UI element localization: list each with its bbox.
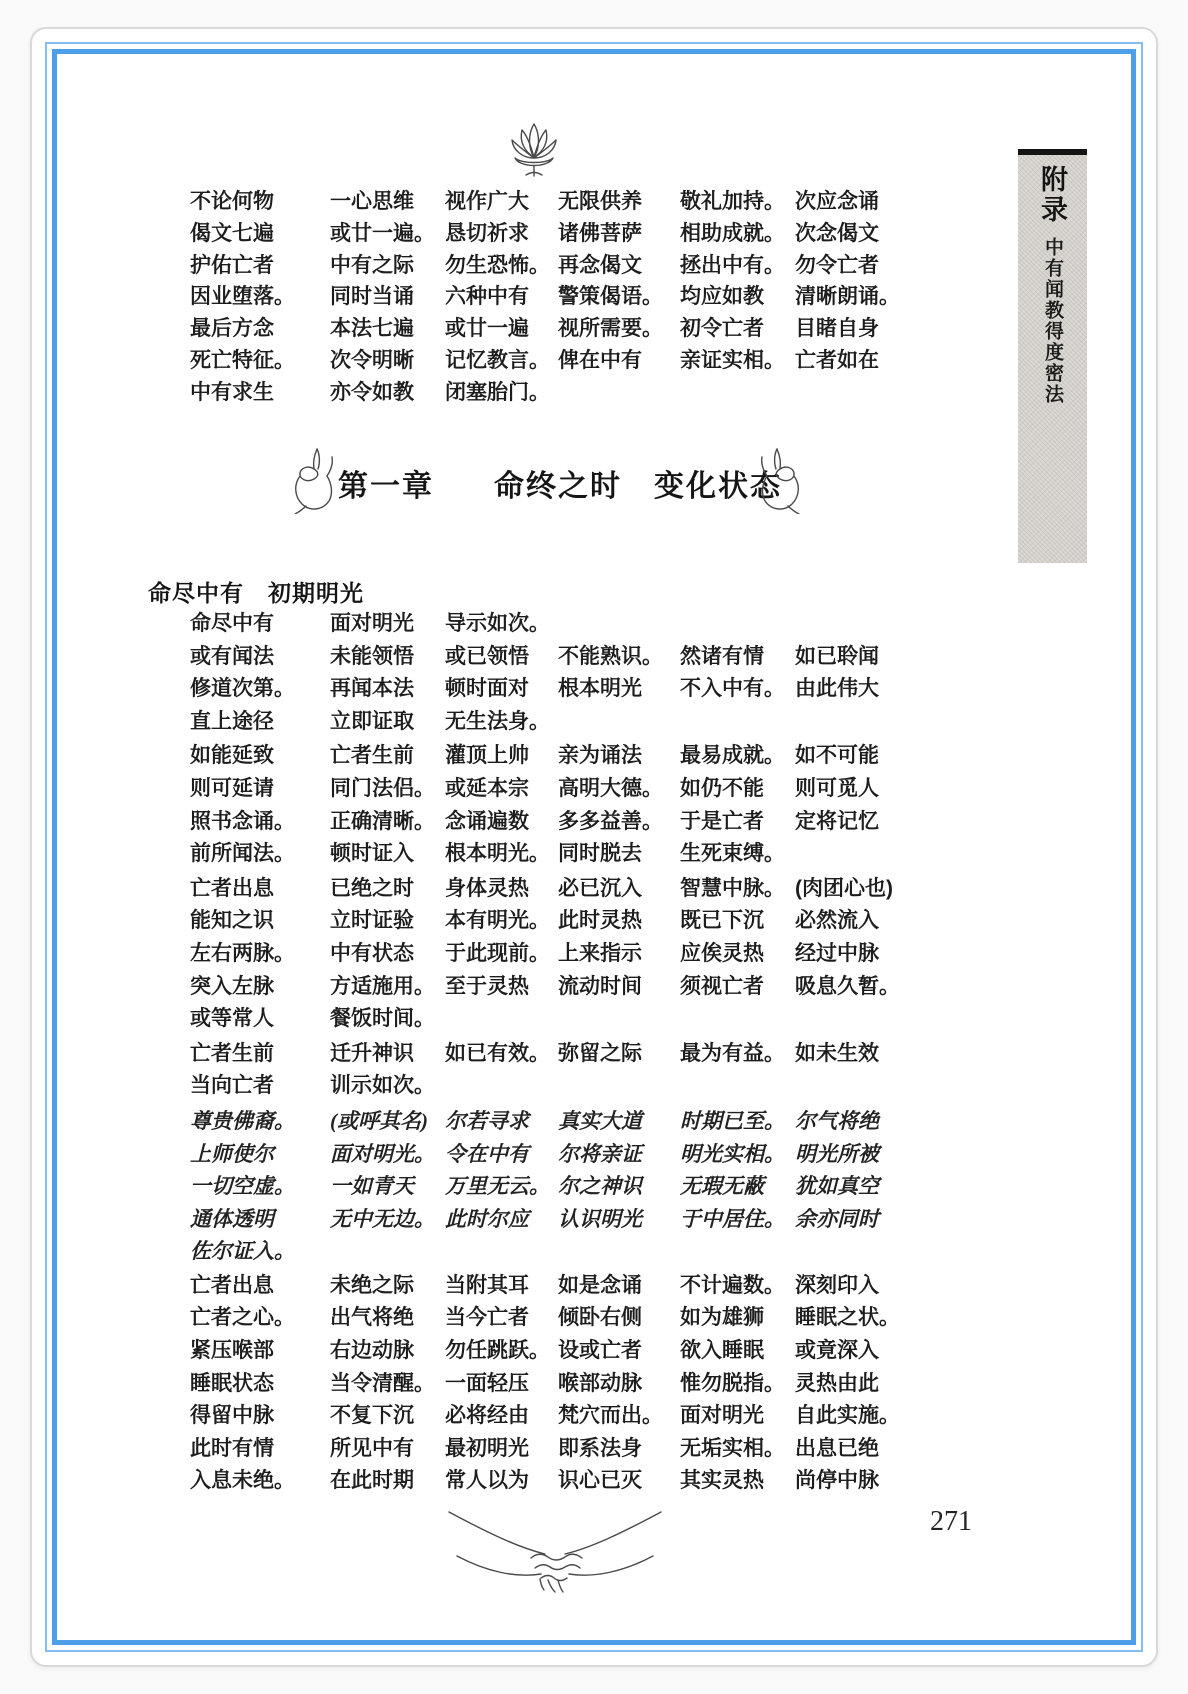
- verse-cell: 根本明光。: [445, 842, 550, 866]
- verse-row: [190, 740, 960, 773]
- verse-cell: 灌顶上帅: [445, 744, 529, 768]
- verse-cell: 中有之际: [330, 253, 414, 277]
- verse-cell: 紧压喉部: [190, 1339, 274, 1363]
- verse-cell: 流动时间: [558, 974, 642, 998]
- verse-cell: 弥留之际: [558, 1041, 642, 1065]
- verse-row: [190, 1003, 960, 1036]
- verse-row: [190, 1400, 960, 1433]
- verse-cell: 佐尔证入。: [190, 1239, 295, 1264]
- verse-cell: 不入中有。: [680, 677, 785, 701]
- verse-cell: 万里无云。: [445, 1174, 550, 1199]
- lotus-ornament-icon: [502, 118, 566, 184]
- sidebar-tab: [1018, 149, 1087, 563]
- verse-cell: 修道次第。: [190, 677, 295, 701]
- verse-cell: 一心思维: [330, 190, 414, 213]
- verse-group: [190, 873, 960, 1036]
- verse-row: [190, 971, 960, 1004]
- verse-cell: 未绝之际: [330, 1273, 414, 1297]
- verse-cell: 左右两脉。: [190, 941, 295, 965]
- verse-row: [190, 1270, 960, 1303]
- verse-cell: 必将经由: [445, 1404, 529, 1428]
- verse-cell: 出息已绝: [795, 1436, 879, 1460]
- verse-row: [190, 1070, 960, 1103]
- verse-cell: 突入左脉: [190, 974, 274, 998]
- verse-cell: 闭塞胎门。: [445, 380, 550, 404]
- verse-cell: 既已下沉: [680, 909, 764, 933]
- verse-cell: 定将记忆: [795, 809, 879, 833]
- verse-row: [190, 218, 960, 250]
- verse-cell: 上来指示: [558, 941, 642, 965]
- verse-cell: 亲证实相。: [680, 348, 785, 372]
- verse-cell: 再闻本法: [330, 677, 414, 701]
- verse-cell: 出气将绝: [330, 1306, 414, 1330]
- verse-cell: 身体灵热: [445, 876, 529, 900]
- verse-cell: 次念偈文: [795, 221, 879, 245]
- verse-cell: 亲为诵法: [558, 744, 642, 768]
- verse-cell: 六种中有: [445, 285, 529, 309]
- chapter-title: 命终之时 变化状态: [494, 470, 782, 503]
- verse-cell: 俾在中有: [558, 348, 642, 372]
- verse-cell: 方适施用。: [330, 974, 435, 998]
- verse-cell: 本有明光。: [445, 909, 550, 933]
- verse-cell: 或有闻法: [190, 644, 274, 668]
- verse-cell: 令在中有: [445, 1141, 529, 1166]
- verse-cell: 亡者生前: [190, 1041, 274, 1065]
- verse-cell: 护佑亡者: [190, 253, 274, 277]
- verse-group: [190, 740, 960, 870]
- verse-cell: 上师使尔: [190, 1141, 274, 1166]
- verse-cell: 此时尔应: [445, 1206, 529, 1231]
- verse-cell: 中有求生: [190, 380, 274, 404]
- verse-cell: 得留中脉: [190, 1404, 274, 1428]
- verse-cell: 均应如教: [680, 285, 764, 309]
- verse-cell: 迁升神识: [330, 1041, 414, 1065]
- verse-cell: 如为雄狮: [680, 1306, 764, 1330]
- verse-cell: 深刻印入: [795, 1273, 879, 1297]
- verse-cell: 拯出中有。: [680, 253, 785, 277]
- mudra-hand-right-icon: [752, 446, 808, 514]
- verse-cell: 智慧中脉。: [680, 876, 785, 900]
- verse-cell: 训示如次。: [330, 1074, 435, 1098]
- verse-cell: 面对明光: [330, 612, 414, 635]
- verse-row: [190, 1105, 960, 1138]
- verse-cell: 尔之神识: [558, 1174, 642, 1199]
- verse-row: [190, 773, 960, 806]
- verse-cell: 勿任跳跃。: [445, 1339, 550, 1363]
- verse-row: [190, 641, 960, 674]
- verse-cell: 当附其耳: [445, 1273, 529, 1297]
- verse-cell: 梵穴而出。: [558, 1404, 663, 1428]
- verse-row: [190, 1433, 960, 1466]
- verse-cell: 多多益善。: [558, 809, 663, 833]
- verse-cell: 警策偈语。: [558, 285, 663, 309]
- verse-cell: 如能延致: [190, 744, 274, 768]
- verse-cell: 如已有效。: [445, 1041, 550, 1065]
- verse-cell: 识心已灭: [558, 1469, 642, 1493]
- verse-group: [190, 1270, 960, 1498]
- verse-cell: 吸息久暂。: [795, 974, 900, 998]
- verse-cell: 尚停中脉: [795, 1469, 879, 1493]
- verse-cell: 无瑕无蔽: [680, 1174, 764, 1199]
- verse-cell: 念诵遍数: [445, 809, 529, 833]
- verse-cell: 前所闻法。: [190, 842, 295, 866]
- verse-cell: 记忆教言。: [445, 348, 550, 372]
- verse-cell: 无限供养: [558, 190, 642, 213]
- verse-cell: 当令清醒。: [330, 1371, 435, 1395]
- verse-cell: 照书念诵。: [190, 809, 295, 833]
- verse-cell: 须视亡者: [680, 974, 764, 998]
- verse-cell: 不计遍数。: [680, 1273, 785, 1297]
- verse-cell: 必已沉入: [558, 876, 642, 900]
- verse-cell: 则可延请: [190, 776, 274, 800]
- verse-cell: 因业堕落。: [190, 285, 295, 309]
- verse-cell: 常人以为: [445, 1469, 529, 1493]
- verse-row: [190, 1368, 960, 1401]
- verse-row: [190, 1138, 960, 1171]
- verse-cell: 未能领悟: [330, 644, 414, 668]
- verse-row: [190, 905, 960, 938]
- verse-cell: 次应念诵: [795, 190, 879, 213]
- verse-cell: 诸佛菩萨: [558, 221, 642, 245]
- verse-cell: 次令明晰: [330, 348, 414, 372]
- verse-row: [190, 673, 960, 706]
- verse-cell: 睡眠之状。: [795, 1306, 900, 1330]
- verse-cell: 最初明光: [445, 1436, 529, 1460]
- verse-cell: 同时当诵: [330, 285, 414, 309]
- verse-row: [190, 313, 960, 345]
- verse-cell: 则可觅人: [795, 776, 879, 800]
- verse-row: [190, 806, 960, 839]
- verse-cell: 经过中脉: [795, 941, 879, 965]
- verse-cell: 视作广大: [445, 190, 529, 213]
- verse-cell: 睡眠状态: [190, 1371, 274, 1395]
- verse-cell: 或等常人: [190, 1007, 274, 1031]
- verse-cell: 喉部动脉: [558, 1371, 642, 1395]
- verse-cell: 目睹自身: [795, 317, 879, 341]
- verse-cell: 亡者如在: [795, 348, 879, 372]
- verse-row: [190, 1170, 960, 1203]
- top-verse-block: [190, 186, 960, 409]
- verse-cell: 不能熟识。: [558, 644, 663, 668]
- verse-group: [190, 1038, 960, 1103]
- verse-cell: 或已领悟: [445, 644, 529, 668]
- verse-cell: 如是念诵: [558, 1273, 642, 1297]
- verse-row: [190, 377, 960, 409]
- sidebar-inner: [1018, 155, 1087, 563]
- verse-cell: 正确清晰。: [330, 809, 435, 833]
- body-verse-block: [190, 608, 960, 1500]
- verse-cell: 或竟深入: [795, 1339, 879, 1363]
- verse-row: [190, 938, 960, 971]
- verse-cell: 亡者出息: [190, 1273, 274, 1297]
- verse-cell: 尔若寻求: [445, 1108, 529, 1133]
- verse-cell: 当今亡者: [445, 1306, 529, 1330]
- verse-cell: 已绝之时: [330, 876, 414, 900]
- verse-cell: 通体透明: [190, 1206, 274, 1231]
- verse-cell: 立时证验: [330, 909, 414, 933]
- verse-cell: 一切空虚。: [190, 1174, 295, 1199]
- verse-cell: 一如青天: [330, 1174, 414, 1199]
- verse-cell: 恳切祈求: [445, 221, 529, 245]
- verse-cell: 立即证取: [330, 709, 414, 733]
- verse-cell: 根本明光: [558, 677, 642, 701]
- mudra-hand-left-icon: [286, 446, 342, 514]
- verse-cell: 顿时证入: [330, 842, 414, 866]
- verse-cell: 最易成就。: [680, 744, 785, 768]
- verse-cell: 由此伟大: [795, 677, 879, 701]
- verse-row: [190, 1335, 960, 1368]
- verse-cell: 于中居住。: [680, 1206, 785, 1231]
- verse-cell: 应俟灵热: [680, 941, 764, 965]
- verse-cell: 本法七遍: [330, 317, 414, 341]
- verse-cell: 能知之识: [190, 909, 274, 933]
- verse-cell: 勿令亡者: [795, 253, 879, 277]
- verse-cell: 高明大德。: [558, 776, 663, 800]
- verse-cell: 导示如次。: [445, 612, 550, 635]
- verse-cell: 亦令如教: [330, 380, 414, 404]
- verse-cell: 再念偈文: [558, 253, 642, 277]
- verse-group: [190, 608, 960, 738]
- verse-cell: 于是亡者: [680, 809, 764, 833]
- verse-cell: 最后方念: [190, 317, 274, 341]
- verse-cell: 如已聆闻: [795, 644, 879, 668]
- verse-cell: 餐饭时间。: [330, 1007, 435, 1031]
- verse-cell: 入息未绝。: [190, 1469, 295, 1493]
- verse-cell: 无生法身。: [445, 709, 550, 733]
- page-number: 271: [930, 1506, 972, 1537]
- verse-cell: 如未生效: [795, 1041, 879, 1065]
- verse-cell: 亡者生前: [330, 744, 414, 768]
- verse-cell: 如不可能: [795, 744, 879, 768]
- verse-row: [190, 345, 960, 377]
- verse-cell: 生死束缚。: [680, 842, 785, 866]
- verse-cell: 面对明光。: [330, 1141, 435, 1166]
- verse-cell: 勿生恐怖。: [445, 253, 550, 277]
- verse-cell: 或廿一遍: [445, 317, 529, 341]
- verse-cell: 不论何物: [190, 190, 274, 213]
- verse-cell: (或呼其名): [330, 1108, 428, 1133]
- verse-cell: 明光所被: [795, 1141, 879, 1166]
- verse-cell: 无垢实相。: [680, 1436, 785, 1460]
- verse-cell: 右边动脉: [330, 1339, 414, 1363]
- verse-cell: 灵热由此: [795, 1371, 879, 1395]
- verse-cell: 死亡特征。: [190, 348, 295, 372]
- verse-cell: 此时灵热: [558, 909, 642, 933]
- verse-row: [190, 838, 960, 871]
- verse-cell: 相助成就。: [680, 221, 785, 245]
- verse-cell: 尔将亲证: [558, 1141, 642, 1166]
- verse-cell: 犹如真空: [795, 1174, 879, 1199]
- verse-cell: 顿时面对: [445, 677, 529, 701]
- verse-row: [190, 281, 960, 313]
- verse-cell: 偈文七遍: [190, 221, 274, 245]
- verse-cell: 自此实施。: [795, 1404, 900, 1428]
- verse-row: [190, 1465, 960, 1498]
- verse-cell: 或延本宗: [445, 776, 529, 800]
- verse-cell: 其实灵热: [680, 1469, 764, 1493]
- verse-cell: 设或亡者: [558, 1339, 642, 1363]
- verse-row: [190, 873, 960, 906]
- verse-cell: 时期已至。: [680, 1108, 785, 1133]
- verse-row: [190, 1302, 960, 1335]
- verse-row: [190, 608, 960, 641]
- sidebar-label: 附录: [1037, 165, 1067, 225]
- chapter-number: 第一章: [338, 470, 434, 503]
- verse-cell: 真实大道: [558, 1108, 642, 1133]
- verse-cell: 中有状态: [330, 941, 414, 965]
- verse-cell: 必然流入: [795, 909, 879, 933]
- sidebar-book-title: 中有闻教得度密法: [1042, 237, 1063, 405]
- verse-cell: 余亦同时: [795, 1206, 879, 1231]
- verse-group-kai: [190, 1105, 960, 1268]
- verse-row: [190, 250, 960, 282]
- verse-cell: 命尽中有: [190, 612, 274, 635]
- verse-cell: 如仍不能: [680, 776, 764, 800]
- verse-row: [190, 1235, 960, 1268]
- verse-row: [190, 706, 960, 739]
- verse-row: [190, 186, 960, 218]
- verse-cell: 直上途径: [190, 709, 274, 733]
- verse-cell: 当向亡者: [190, 1074, 274, 1098]
- verse-cell: 然诸有情: [680, 644, 764, 668]
- verse-cell: 至于灵热: [445, 974, 529, 998]
- verse-cell: 欲入睡眠: [680, 1339, 764, 1363]
- verse-cell: 同门法侣。: [330, 776, 435, 800]
- verse-cell: 惟勿脱指。: [680, 1371, 785, 1395]
- verse-cell: 初令亡者: [680, 317, 764, 341]
- verse-cell: 无中无边。: [330, 1206, 435, 1231]
- verse-cell: 尔气将绝: [795, 1108, 879, 1133]
- verse-cell: 亡者出息: [190, 876, 274, 900]
- verse-cell: 不复下沉: [330, 1404, 414, 1428]
- verse-cell: 所见中有: [330, 1436, 414, 1460]
- verse-cell: 一面轻压: [445, 1371, 529, 1395]
- verse-cell: 即系法身: [558, 1436, 642, 1460]
- verse-cell: (肉团心也): [795, 876, 893, 900]
- verse-cell: 清晰朗诵。: [795, 285, 900, 309]
- verse-cell: 亡者之心。: [190, 1306, 295, 1330]
- verse-cell: 在此时期: [330, 1469, 414, 1493]
- verse-cell: 此时有情: [190, 1436, 274, 1460]
- verse-row: [190, 1203, 960, 1236]
- clasped-hands-ornament-icon: [445, 1502, 665, 1600]
- verse-cell: 尊贵佛裔。: [190, 1108, 295, 1133]
- verse-cell: 敬礼加持。: [680, 190, 785, 213]
- verse-cell: 或廿一遍。: [330, 221, 435, 245]
- verse-cell: 倾卧右侧: [558, 1306, 642, 1330]
- verse-cell: 于此现前。: [445, 941, 550, 965]
- verse-cell: 认识明光: [558, 1206, 642, 1231]
- verse-cell: 明光实相。: [680, 1141, 785, 1166]
- verse-cell: 面对明光: [680, 1404, 764, 1428]
- verse-cell: 同时脱去: [558, 842, 642, 866]
- verse-cell: 最为有益。: [680, 1041, 785, 1065]
- section-heading: 命尽中有 初期明光: [148, 580, 364, 606]
- verse-row: [190, 1038, 960, 1071]
- chapter-heading: [338, 458, 782, 508]
- verse-cell: 视所需要。: [558, 317, 663, 341]
